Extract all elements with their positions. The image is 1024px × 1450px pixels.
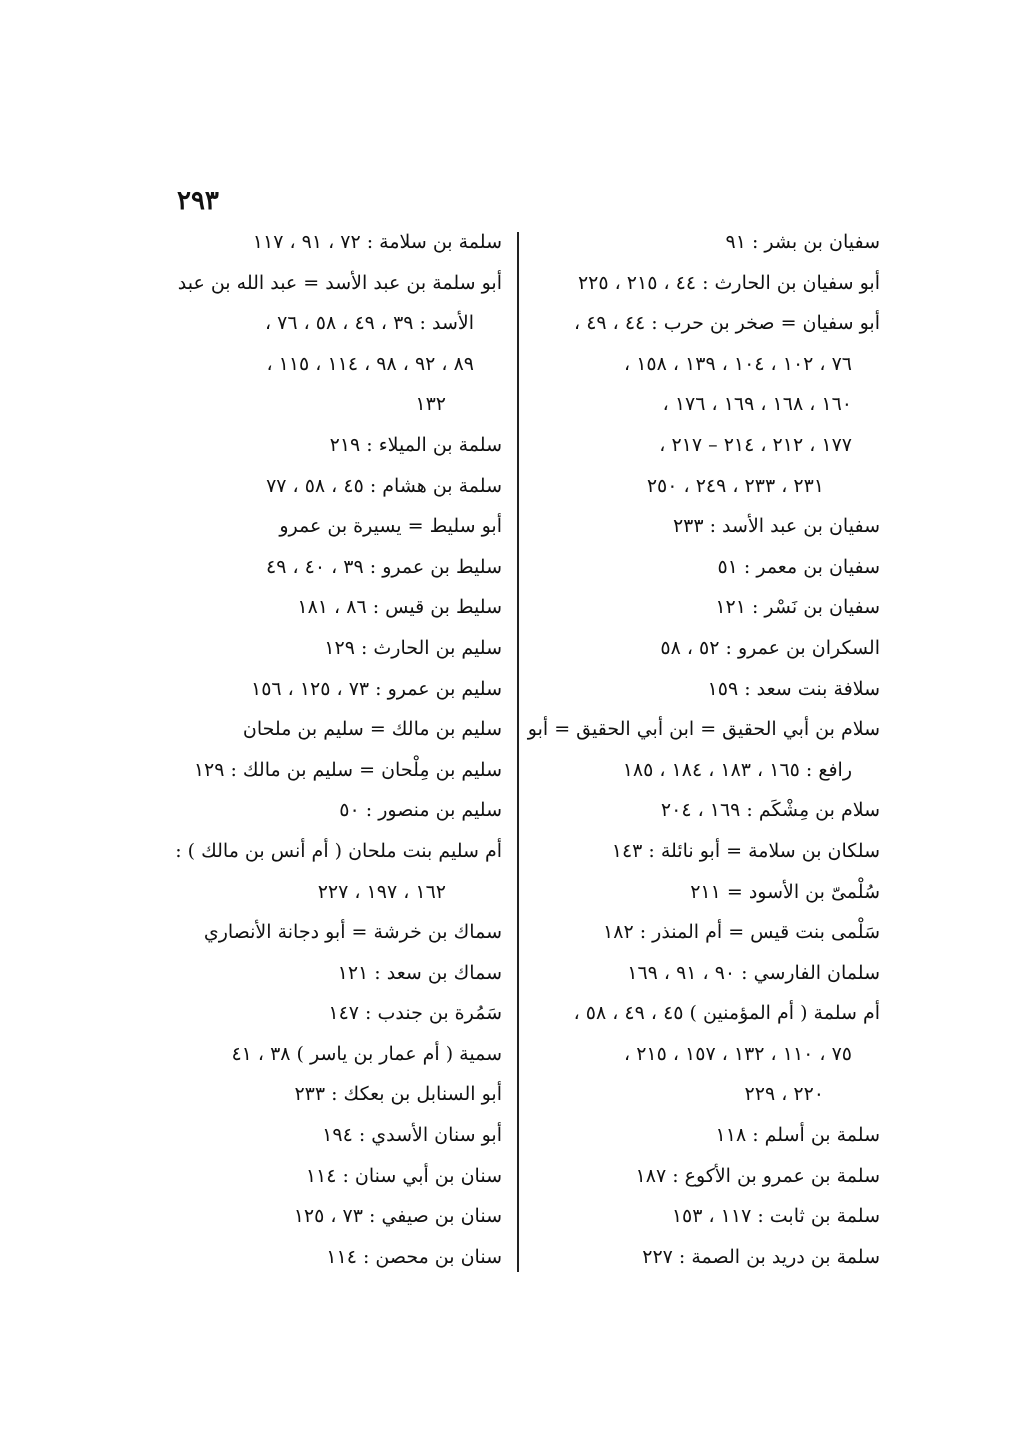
- index-entry: سلمة بن دريد بن الصمة : ٢٢٧: [642, 1245, 880, 1268]
- index-entry: سلمان الفارسي : ٩٠ ، ٩١ ، ١٦٩: [627, 961, 880, 984]
- index-entry: سليم بن عمرو : ٧٣ ، ١٢٥ ، ١٥٦: [251, 677, 502, 700]
- index-entry: سَمُرة بن جندب : ١٤٧: [328, 1002, 502, 1025]
- index-entry: أم سليم بنت ملحان ( أم أنس بن مالك ) :: [175, 839, 502, 862]
- index-entry: سماك بن خرشة = أبو دجانة الأنصاري: [203, 921, 502, 944]
- index-entry: ١٧٧ ، ٢١٢ ، ٢١٤ – ٢١٧ ،: [659, 433, 852, 456]
- index-column-left: [140, 222, 502, 1277]
- index-column-right: [527, 222, 880, 1277]
- index-entry: ٢٣١ ، ٢٣٣ ، ٢٤٩ ، ٢٥٠: [646, 474, 824, 497]
- index-entry: سلمة بن ثابت : ١١٧ ، ١٥٣: [671, 1205, 880, 1228]
- index-entry: سماك بن سعد : ١٢١: [337, 961, 502, 984]
- index-entry: ١٦٠ ، ١٦٨ ، ١٦٩ ، ١٧٦ ،: [662, 393, 852, 416]
- index-entry: سفيان بن عبد الأسد : ٢٣٣: [672, 515, 880, 538]
- index-entry: أبو سلمة بن عبد الأسد = عبد الله بن عبد: [177, 271, 502, 294]
- index-entry: سلافة بنت سعد : ١٥٩: [707, 677, 880, 700]
- index-entry: أبو سفيان بن الحارث : ٤٤ ، ٢١٥ ، ٢٢٥: [577, 271, 880, 294]
- index-entry: سليط بن قيس : ٨٦ ، ١٨١: [297, 596, 502, 619]
- index-entry: سلكان بن سلامة = أبو نائلة : ١٤٣: [611, 839, 880, 862]
- index-entry: سمية ( أم عمار بن ياسر ) ٣٨ ، ٤١: [231, 1042, 502, 1065]
- index-entry: سلمة بن أسلم : ١١٨: [715, 1124, 880, 1147]
- index-entry: ٨٩ ، ٩٢ ، ٩٨ ، ١١٤ ، ١١٥ ،: [266, 352, 474, 375]
- index-entry: سُلْمىّ بن الأسود = ٢١١: [690, 880, 880, 903]
- index-entry: سَلْمى بنت قيس = أم المنذر : ١٨٢: [603, 921, 880, 944]
- index-entry: سليم بن الحارث : ١٢٩: [324, 636, 502, 659]
- index-entry: أبو السنابل بن بعكك : ٢٣٣: [294, 1083, 502, 1106]
- index-entry: سلمة بن عمرو بن الأكوع : ١٨٧: [635, 1164, 880, 1187]
- index-entry: ٧٥ ، ١١٠ ، ١٣٢ ، ١٥٧ ، ٢١٥ ،: [624, 1042, 852, 1065]
- index-entry: سفيان بن نَسْر : ١٢١: [715, 596, 880, 619]
- index-entry: سفيان بن بشر : ٩١: [725, 231, 880, 253]
- index-entry: رافع : ١٦٥ ، ١٨٣ ، ١٨٤ ، ١٨٥: [622, 758, 852, 781]
- index-entry: أبو سنان الأسدي : ١٩٤: [322, 1124, 502, 1147]
- index-entry: ٧٦ ، ١٠٢ ، ١٠٤ ، ١٣٩ ، ١٥٨ ،: [624, 352, 852, 375]
- index-entry: سلمة بن هشام : ٤٥ ، ٥٨ ، ٧٧: [266, 474, 502, 497]
- index-entry: ١٣٢: [415, 393, 446, 416]
- index-entry: سليم بن مِلْحان = سليم بن مالك : ١٢٩: [193, 758, 502, 781]
- index-entry: سلام بن مِشْكَم : ١٦٩ ، ٢٠٤: [660, 799, 880, 822]
- index-entry: سليم بن مالك = سليم بن ملحان: [242, 718, 502, 741]
- page-number: ٢٩٣: [177, 186, 219, 216]
- index-entry: سلمة بن سلامة : ٧٢ ، ٩١ ، ١١٧: [252, 231, 502, 253]
- index-entry: ٢٢٠ ، ٢٢٩: [744, 1083, 824, 1106]
- index-entry: سنان بن أبي سنان : ١١٤: [305, 1164, 502, 1187]
- index-entry: سليط بن عمرو : ٣٩ ، ٤٠ ، ٤٩: [266, 555, 502, 578]
- index-entry: سلمة بن الميلاء : ٢١٩: [329, 433, 502, 456]
- index-entry: ١٦٢ ، ١٩٧ ، ٢٢٧: [317, 880, 446, 903]
- index-entry: سنان بن محصن : ١١٤: [326, 1245, 502, 1268]
- index-entry: سفيان بن معمر : ٥١: [717, 555, 880, 578]
- column-divider: [517, 232, 519, 1272]
- index-entry: سليم بن منصور : ٥٠: [339, 799, 502, 822]
- index-entry: أم سلمة ( أم المؤمنين ) ٤٥ ، ٤٩ ، ٥٨ ،: [573, 1002, 880, 1025]
- index-entry: سلام بن أبي الحقيق = ابن أبي الحقيق = أبو: [527, 718, 880, 741]
- index-entry: أبو سفيان = صخر بن حرب : ٤٤ ، ٤٩ ،: [574, 312, 880, 335]
- index-entry: سنان بن صيفي : ٧٣ ، ١٢٥: [293, 1205, 502, 1228]
- index-entry: الأسد : ٣٩ ، ٤٩ ، ٥٨ ، ٧٦ ،: [264, 312, 474, 335]
- index-entry: أبو سليط = يسيرة بن عمرو: [279, 515, 502, 538]
- index-entry: السكران بن عمرو : ٥٢ ، ٥٨: [660, 636, 880, 659]
